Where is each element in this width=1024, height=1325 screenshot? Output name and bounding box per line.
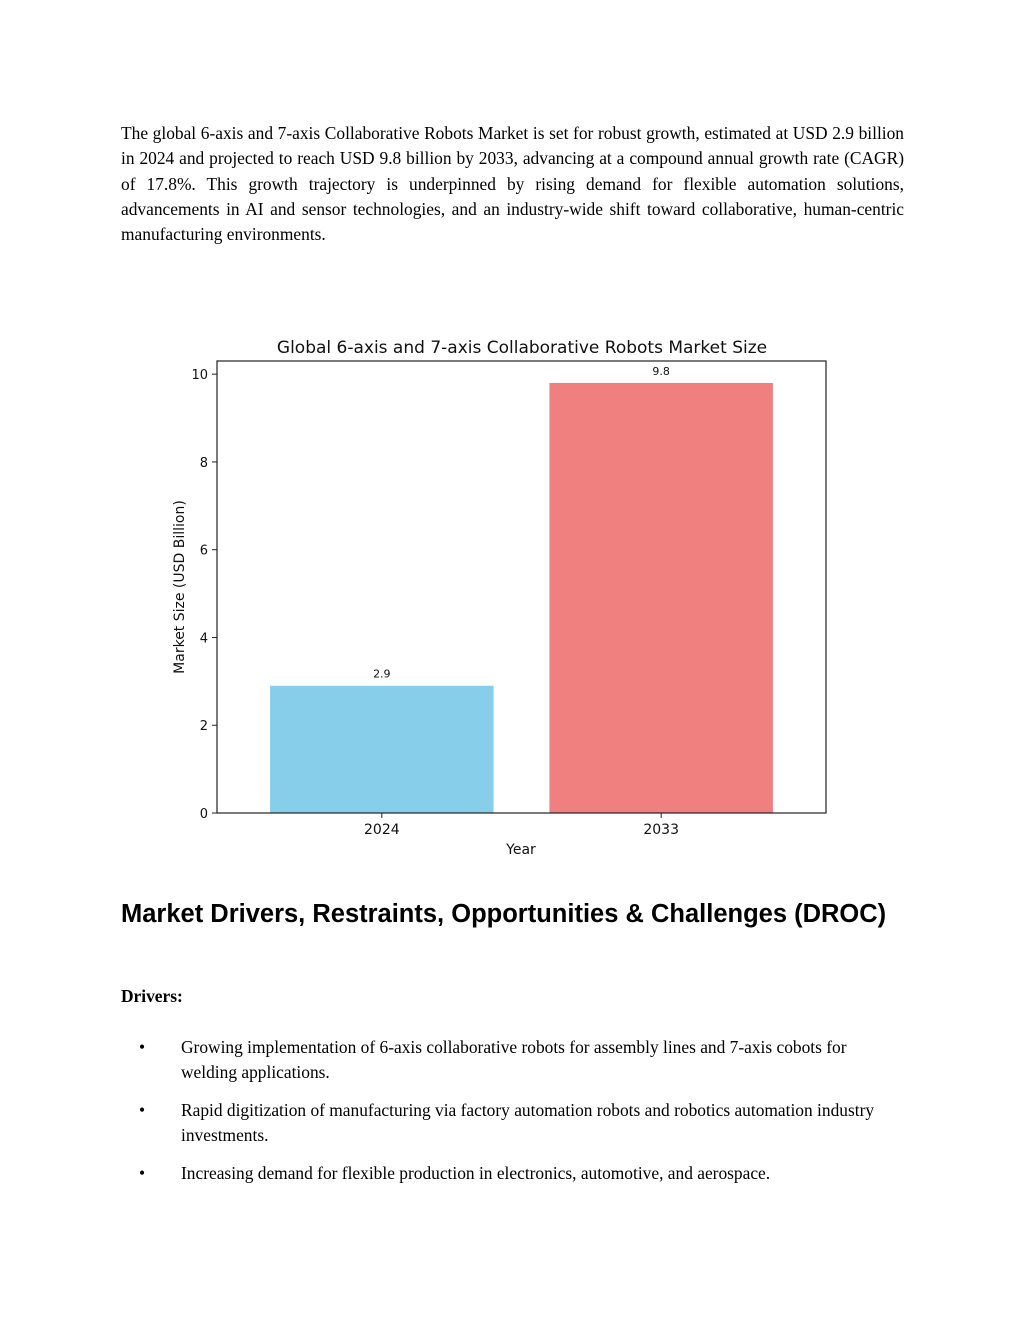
driver-text: Rapid digitization of manufacturing via factory automation robots and robotics automation industry investments. (181, 1100, 875, 1145)
bullet-glyph: • (139, 1163, 146, 1183)
list-item (121, 1098, 881, 1148)
y-tick-label: 2 (199, 719, 208, 735)
chart-marks (191, 365, 772, 838)
market-size-chart (160, 330, 850, 865)
x-tick-label: 2033 (643, 822, 679, 838)
bullet-glyph: • (139, 1100, 146, 1120)
bar-value-label: 2.9 (373, 667, 391, 681)
list-item (121, 1161, 881, 1186)
y-tick-label: 0 (199, 807, 208, 822)
bar-value-label: 9.8 (652, 364, 670, 378)
y-tick-label: 6 (199, 543, 208, 559)
intro-paragraph: The global 6-axis and 7-axis Collaborative Robots Market is set for robust growth, estimated at USD 2.9 billion in 2024 and projected to reach USD 9.8 billion by 2033, advancing at a compound annual growth rate (CAGR) of 17.8%. This growth trajectory is underpinned by rising demand for flexible automation solutions, advancements in AI and sensor technologies, and an industry-wide shift toward collaborative, human-centric manufacturing environments. (121, 123, 904, 245)
driver-text: Increasing demand for flexible production in electronics, automotive, and aerospace. (181, 1163, 771, 1183)
y-tick-label: 10 (191, 368, 208, 384)
y-tick-label: 8 (199, 455, 208, 471)
drivers-list (121, 1035, 881, 1199)
bullet-glyph: • (139, 1037, 146, 1057)
x-axis-label: Year (506, 842, 536, 858)
section-heading: Market Drivers, Restraints, Opportunities & Challenges (DROC) (121, 900, 887, 928)
driver-text: Growing implementation of 6-axis collaborative robots for assembly lines and 7-axis cobots for welding applications. (181, 1037, 847, 1082)
x-tick-label: 2024 (364, 822, 400, 838)
drivers-label: Drivers: (121, 986, 183, 1006)
bar-chart-svg (160, 330, 850, 865)
y-tick-label: 4 (199, 631, 208, 647)
y-axis-label: Market Size (USD Billion) (172, 500, 188, 674)
chart-title: Global 6-axis and 7-axis Collaborative Robots Market Size (276, 338, 768, 358)
list-item (121, 1035, 881, 1085)
bar-2033 (549, 383, 772, 813)
bar-2024 (270, 686, 493, 813)
